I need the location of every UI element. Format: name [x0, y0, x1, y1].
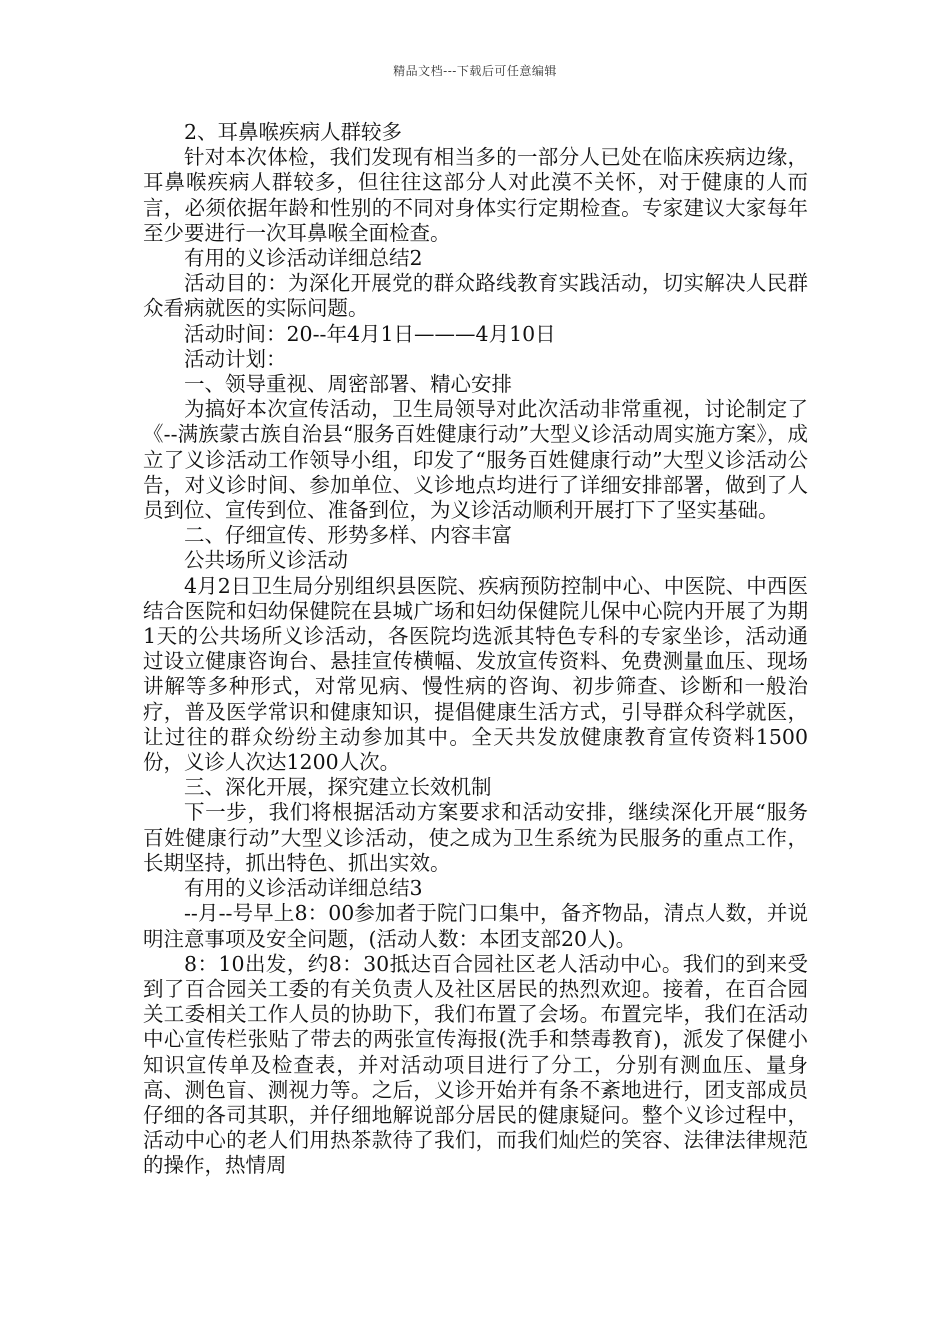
subheading-public-clinic: 公共场所义诊活动 — [184, 548, 348, 573]
paragraph-activity-purpose: 活动目的：为深化开展党的群众路线教育实践活动，切实解决人民群众看病就医的实际问题。 — [143, 271, 808, 321]
paragraph-5: 下一步，我们将根据活动方案要求和活动安排，继续深化开展“服务百姓健康行动”大型义诊活动，使之成为卫生系统为民服务的重点工作，长期坚持，抓出特色、抓出实效。 — [143, 800, 808, 875]
page-header: 精品文档---下载后可任意编辑 — [393, 64, 557, 78]
subheading-1: 一、领导重视、周密部署、精心安排 — [184, 372, 512, 397]
paragraph-2: 针对本次体检，我们发现有相当多的一部分人已处在临床疾病边缘，耳鼻喉疾病人群较多，但往往这部分人对此漠不关怀，对于健康的人而言，必须依据年龄和性别的不同对身体实行定期检查。专家建议大家每年至少要进行一次耳鼻喉全面检查。 — [143, 145, 808, 245]
subheading-3: 三、深化开展，探究建立长效机制 — [184, 775, 492, 800]
paragraph-activity-plan: 活动计划： — [184, 346, 287, 371]
paragraph-1: 2、耳鼻喉疾病人群较多 — [184, 120, 403, 144]
paragraph-6: --月--号早上8：00参加者于院门口集中，备齐物品，清点人数，并说明注意事项及安全问题，(活动人数：本团支部20人)。 — [143, 901, 808, 951]
paragraph-3: 为搞好本次宣传活动，卫生局领导对此次活动非常重视，讨论制定了《--满族蒙古族自治县“服务百姓健康行动”大型义诊活动周实施方案》，成立了义诊活动工作领导小组，印发了“服务百姓健康行动”大型义诊活动公告，对义诊时间、参加单位、义诊地点均进行了详细安排部署，做到了人员到位、宣传到位、准备到位，为义诊活动顺利开展打下了坚实基础。 — [143, 397, 808, 523]
section-heading-3: 有用的义诊活动详细总结3 — [184, 876, 423, 901]
subheading-2: 二、仔细宣传、形势多样、内容丰富 — [184, 523, 512, 548]
paragraph-4: 4月2日卫生局分别组织县医院、疾病预防控制中心、中医院、中西医结合医院和妇幼保健院在县城广场和妇幼保健院儿保中心院内开展了为期1天的公共场所义诊活动，各医院均选派其特色专科的专家坐诊，活动通过设立健康咨询台、悬挂宣传横幅、发放宣传资料、免费测量血压、现场讲解等多种形式，对常见病、慢性病的咨询、初步筛查、诊断和一般治疗，普及医学常识和健康知识，提倡健康生活方式，引导群众科学就医，让过往的群众纷纷主动参加其中。全天共发放健康教育宣传资料1500份，义诊人次达1200人次。 — [143, 573, 808, 775]
section-heading-2: 有用的义诊活动详细总结2 — [184, 246, 423, 271]
paragraph-7: 8：10出发，约8：30抵达百合园社区老人活动中心。我们的到来受到了百合园关工委的有关负责人及社区居民的热烈欢迎。接着，在百合园关工委相关工作人员的协助下，我们布置了会场。布置完毕，我们在活动中心宣传栏张贴了带去的两张宣传海报(洗手和禁毒教育)，派发了保健小知识宣传单及检查表，并对活动项目进行了分工，分别有测血压、量身高、测色盲、测视力等。之后，义诊开始并有条不紊地进行，团支部成员仔细的各司其职，并仔细地解说部分居民的健康疑问。整个义诊过程中，活动中心的老人们用热茶款待了我们，而我们灿烂的笑容、法律法律规范的操作，热情周 — [143, 951, 808, 1178]
paragraph-activity-time: 活动时间：20--年4月1日———4月10日 — [184, 321, 556, 346]
document-body — [143, 120, 808, 1179]
